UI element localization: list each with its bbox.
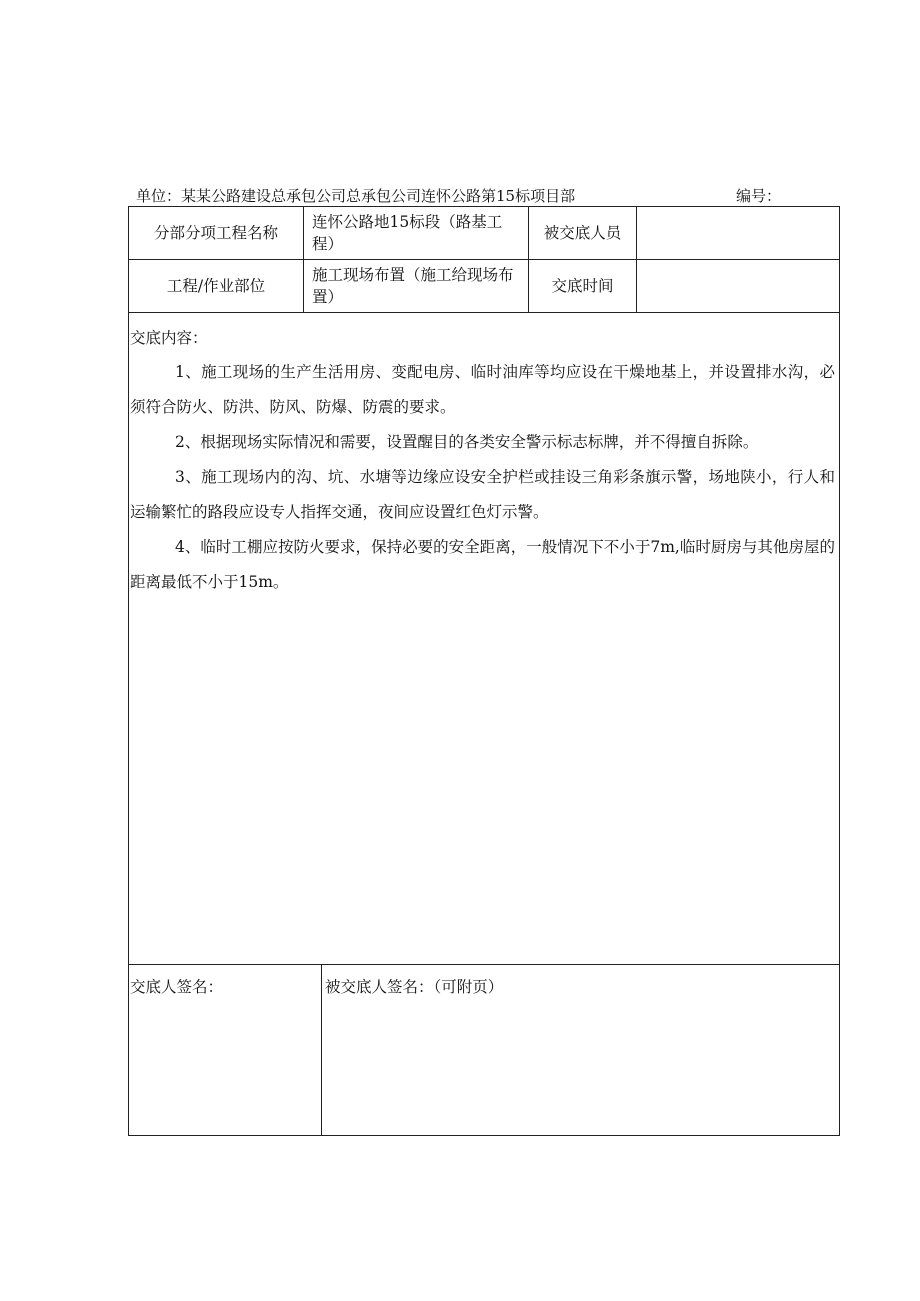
sub-project-name-value: 连怀公路地15标段（路基工程）: [304, 207, 529, 259]
work-location-value: 施工现场布置（施工给现场布置）: [304, 260, 529, 312]
document-header: [136, 186, 836, 208]
disclosure-form: [128, 206, 840, 1136]
form-row-project-name: [129, 207, 839, 260]
disclosure-time-value[interactable]: [637, 260, 839, 312]
signature-section: [129, 965, 839, 1136]
giver-signature-label: 交底人签名：: [130, 978, 224, 996]
recipient-value[interactable]: [637, 207, 839, 259]
content-item: 1、施工现场的生产生活用房、变配电房、临时油库等均应设在干燥地基上，并设置排水沟，必须符合防火、防洪、防风、防爆、防震的要求。: [130, 363, 835, 416]
work-location-label: 工程/作业部位: [129, 260, 304, 312]
receiver-signature-field[interactable]: [322, 965, 839, 1146]
content-item: 3、施工现场内的沟、坑、水塘等边缘应设安全护栏或挂设三角彩条旗示警，场地陕小，行人和运输繁忙的路段应设专人指挥交通，夜间应设置红色灯示警。: [130, 468, 835, 521]
receiver-signature-label: 被交底人签名：（可附页）: [325, 978, 504, 996]
giver-signature-field[interactable]: [129, 965, 322, 1136]
unit-name: 单位：某某公路建设总承包公司总承包公司连怀公路第15标项目部: [136, 187, 576, 205]
disclosure-content: [129, 313, 839, 965]
sub-project-name-label: 分部分项工程名称: [129, 207, 304, 259]
disclosure-time-label: 交底时间: [529, 260, 637, 312]
content-item: 4、临时工棚应按防火要求，保持必要的安全距离，一般情况下不小于7m,临时厨房与其他房屋的距离最低不小于15m。: [130, 538, 835, 591]
document-number-label: 编号：: [736, 187, 782, 205]
content-item: 2、根据现场实际情况和需要，设置醒目的各类安全警示标志标牌，并不得擅自拆除。: [175, 433, 759, 451]
content-label: 交底内容：: [130, 329, 208, 347]
form-row-work-location: [129, 260, 839, 313]
recipient-label: 被交底人员: [529, 207, 637, 259]
